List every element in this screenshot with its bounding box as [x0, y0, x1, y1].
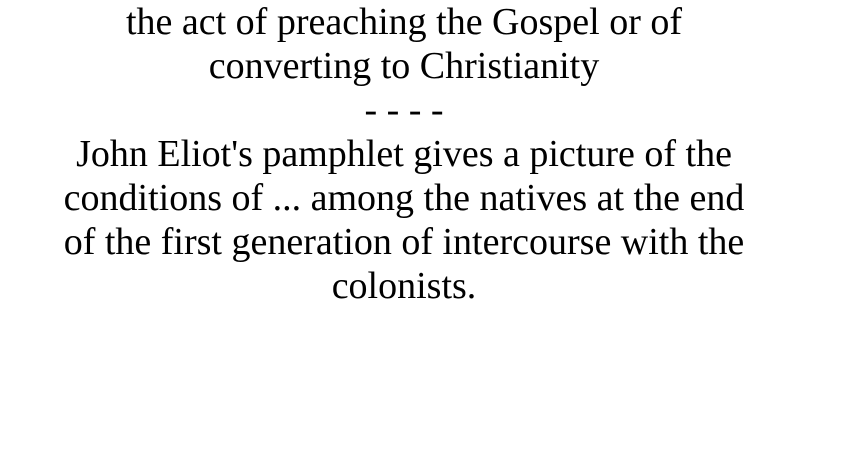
separator: - - - - — [364, 89, 444, 131]
definition-line: the act of preaching the Gospel or of — [125, 1, 683, 43]
example-line: colonists. — [331, 265, 477, 307]
example-line: John Eliot's pamphlet gives a picture of the — [76, 133, 732, 175]
example-line: conditions of ... among the natives at the end — [63, 177, 745, 219]
example-line: of the first generation of intercourse with the — [63, 221, 745, 263]
definition-line: converting to Christianity — [208, 45, 600, 87]
example-sentence — [0, 132, 808, 308]
definition — [0, 0, 808, 88]
